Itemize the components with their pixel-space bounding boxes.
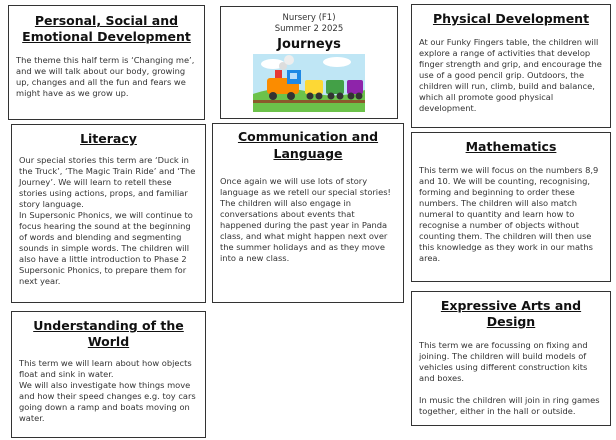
mathematics-text: This term we will focus on the numbers 8,9 and 10. We will be counting, recognising, forming and beginning to order these numbers. The children will also match numeral to quantity and learn how to recognise a number of objects without counting them. The children will then use this knowledge as they work in our maths area. <box>419 165 599 263</box>
understanding-world-text: This term we will learn about how objects float and sink in water. We will also investigate how things move and how their speed changes e.g. toy cars going down a ramp and boats moving on water. <box>19 358 196 423</box>
communication-language-section <box>212 123 404 303</box>
literacy-text: Our special stories this term are ‘Duck in the Truck’, ‘The Magic Train Ride’ and ‘The Journey’. We will learn to retell these stories using actions, props, and familiar story language. In Supersonic Phonics, we will continue to focus hearing the sound at the beginning of words and blending and segmenting sounds in simple words. The children will also have a little introduction to Phase 2 Supersonic Phonics, to prepare them for next year. <box>19 155 196 286</box>
physical-development-section <box>411 4 611 128</box>
topic-title: Journeys <box>277 37 341 52</box>
expressive-arts-text: This term we are focussing on fixing and joining. The children will build models of vehicles using different construction kits and boxes. In music the children will join in ring games together, either in the hall or outside. <box>419 340 600 416</box>
communication-language-text: Once again we will use lots of story language as we retell our special stories! The children will also engage in conversations about events that happened during the past year in Panda class, and what might happen next over the summer holidays and as they move into a new class. <box>220 176 391 263</box>
class-line: Nursery (F1) <box>282 13 336 23</box>
understanding-world-heading: Understanding of the World <box>33 318 184 349</box>
understanding-world-section <box>11 311 206 438</box>
literacy-heading: Literacy <box>80 131 137 146</box>
literacy-section <box>11 124 206 303</box>
physical-development-heading: Physical Development <box>432 11 590 26</box>
mathematics-heading: Mathematics <box>465 139 557 154</box>
toy-train-illustration <box>253 54 365 112</box>
communication-language-heading: Communication and Language <box>237 129 379 161</box>
mathematics-section <box>411 132 611 282</box>
term-line: Summer 2 2025 <box>274 24 344 34</box>
physical-development-text: At our Funky Fingers table, the children will explore a range of activities that develop finger strength and grip, and encourage the use of a good pencil grip. Outdoors, the children will run, climb, build and balance, which all promote good physical development. <box>419 37 602 113</box>
pse-heading: Personal, Social and Emotional Development <box>22 13 191 44</box>
pse-text: The theme this half term is ‘Changing me’, and we will talk about our body, growing up, changes and all the fun and fears we might have as we grow up. <box>16 55 195 98</box>
expressive-arts-heading: Expressive Arts and Design <box>440 298 582 329</box>
pse-section <box>8 5 205 120</box>
expressive-arts-section <box>411 291 611 426</box>
title-card <box>220 6 398 119</box>
